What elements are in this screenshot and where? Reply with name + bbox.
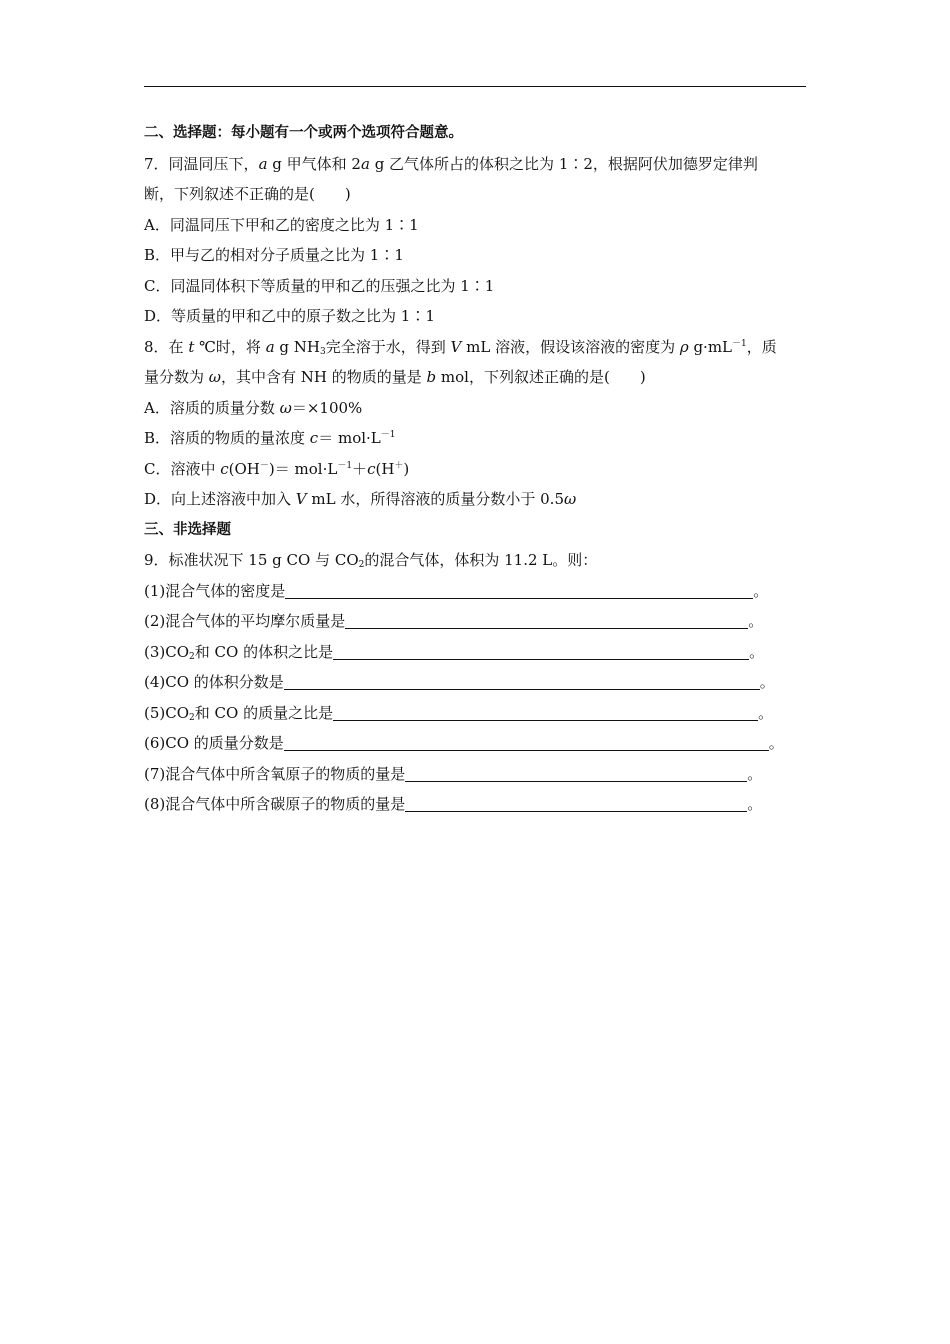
- question-8: [144, 332, 808, 515]
- answer-blank[interactable]: [345, 612, 748, 629]
- q8-option-d: D．向上述溶液中加入 V mL 水，所得溶液的质量分数小于 0.5ω: [144, 490, 577, 508]
- q7-stem-line2: 断，下列叙述不正确的是( ): [144, 185, 351, 203]
- q9-part-3: $(3)CO_2$和 CO 的体积之比是 。: [144, 642, 765, 662]
- q7-stem-line1: 7．同温同压下，a g 甲气体和 2a g 乙气体所占的体积之比为 1∶2，根据阿伏加德罗定律判: [144, 154, 758, 173]
- q8-option-b: B．溶质的物质的量浓度 $c= mol\cdot L^{-1}$: [144, 429, 396, 447]
- q9-part-2: (2)混合气体的平均摩尔质量是 。: [144, 612, 764, 630]
- section3-heading: 三、非选择题: [144, 521, 231, 538]
- q9-part-5: $(5)CO_2$和 CO 的质量之比是 。: [144, 703, 774, 723]
- q8-stem-line1: 8．在 t ℃时，将 a g $NH_3$完全溶于水，得到 V mL 溶液，假设该溶液的密度为 ρ $g\cdot mL^{-1}$，质: [144, 337, 777, 357]
- q8-stem-line2: 量分数为 ω，其中含有 NH 的物质的量是 b mol，下列叙述正确的是( ): [144, 368, 646, 386]
- q7-option-d: D．等质量的甲和乙中的原子数之比为 1∶1: [144, 307, 435, 325]
- q7-option-c: C．同温同体积下等质量的甲和乙的压强之比为 1∶1: [144, 276, 495, 295]
- section2-heading: 二、选择题：每小题有一个或两个选项符合题意。: [144, 125, 463, 141]
- header-rule: [144, 86, 806, 87]
- answer-blank[interactable]: [285, 582, 753, 599]
- question-9: [144, 545, 808, 820]
- q9-part-1: (1)混合气体的密度是 。: [144, 581, 769, 600]
- q8-option-a: A．溶质的质量分数 ω＝×100%: [144, 398, 363, 417]
- answer-blank[interactable]: [333, 643, 749, 660]
- q7-option-b: B．甲与乙的相对分子质量之比为 1∶1: [144, 246, 404, 264]
- answer-blank[interactable]: [284, 734, 769, 751]
- q7-option-a: A．同温同压下甲和乙的密度之比为 1∶1: [144, 215, 419, 234]
- question-7: [144, 149, 808, 332]
- q9-stem: 9．标准状况下 15 g CO 与 $CO_2$的混合气体，体积为 11.2 L。则：: [144, 551, 598, 570]
- q8-option-c: C．溶液中 $c(OH^-)= mol\cdot L^{-1}+c(H^+)$: [144, 459, 410, 478]
- q9-part-4: (4)CO 的体积分数是 。: [144, 673, 775, 691]
- answer-blank[interactable]: [405, 795, 747, 812]
- document-body: [144, 118, 808, 820]
- answer-blank[interactable]: [284, 673, 760, 690]
- q9-part-7: (7)混合气体中所含氧原子的物质的量是 。: [144, 764, 763, 783]
- answer-blank[interactable]: [333, 704, 758, 721]
- answer-blank[interactable]: [405, 765, 747, 782]
- q9-part-8: (8)混合气体中所含碳原子的物质的量是 。: [144, 795, 763, 813]
- q9-part-6: (6)CO 的质量分数是 。: [144, 734, 784, 752]
